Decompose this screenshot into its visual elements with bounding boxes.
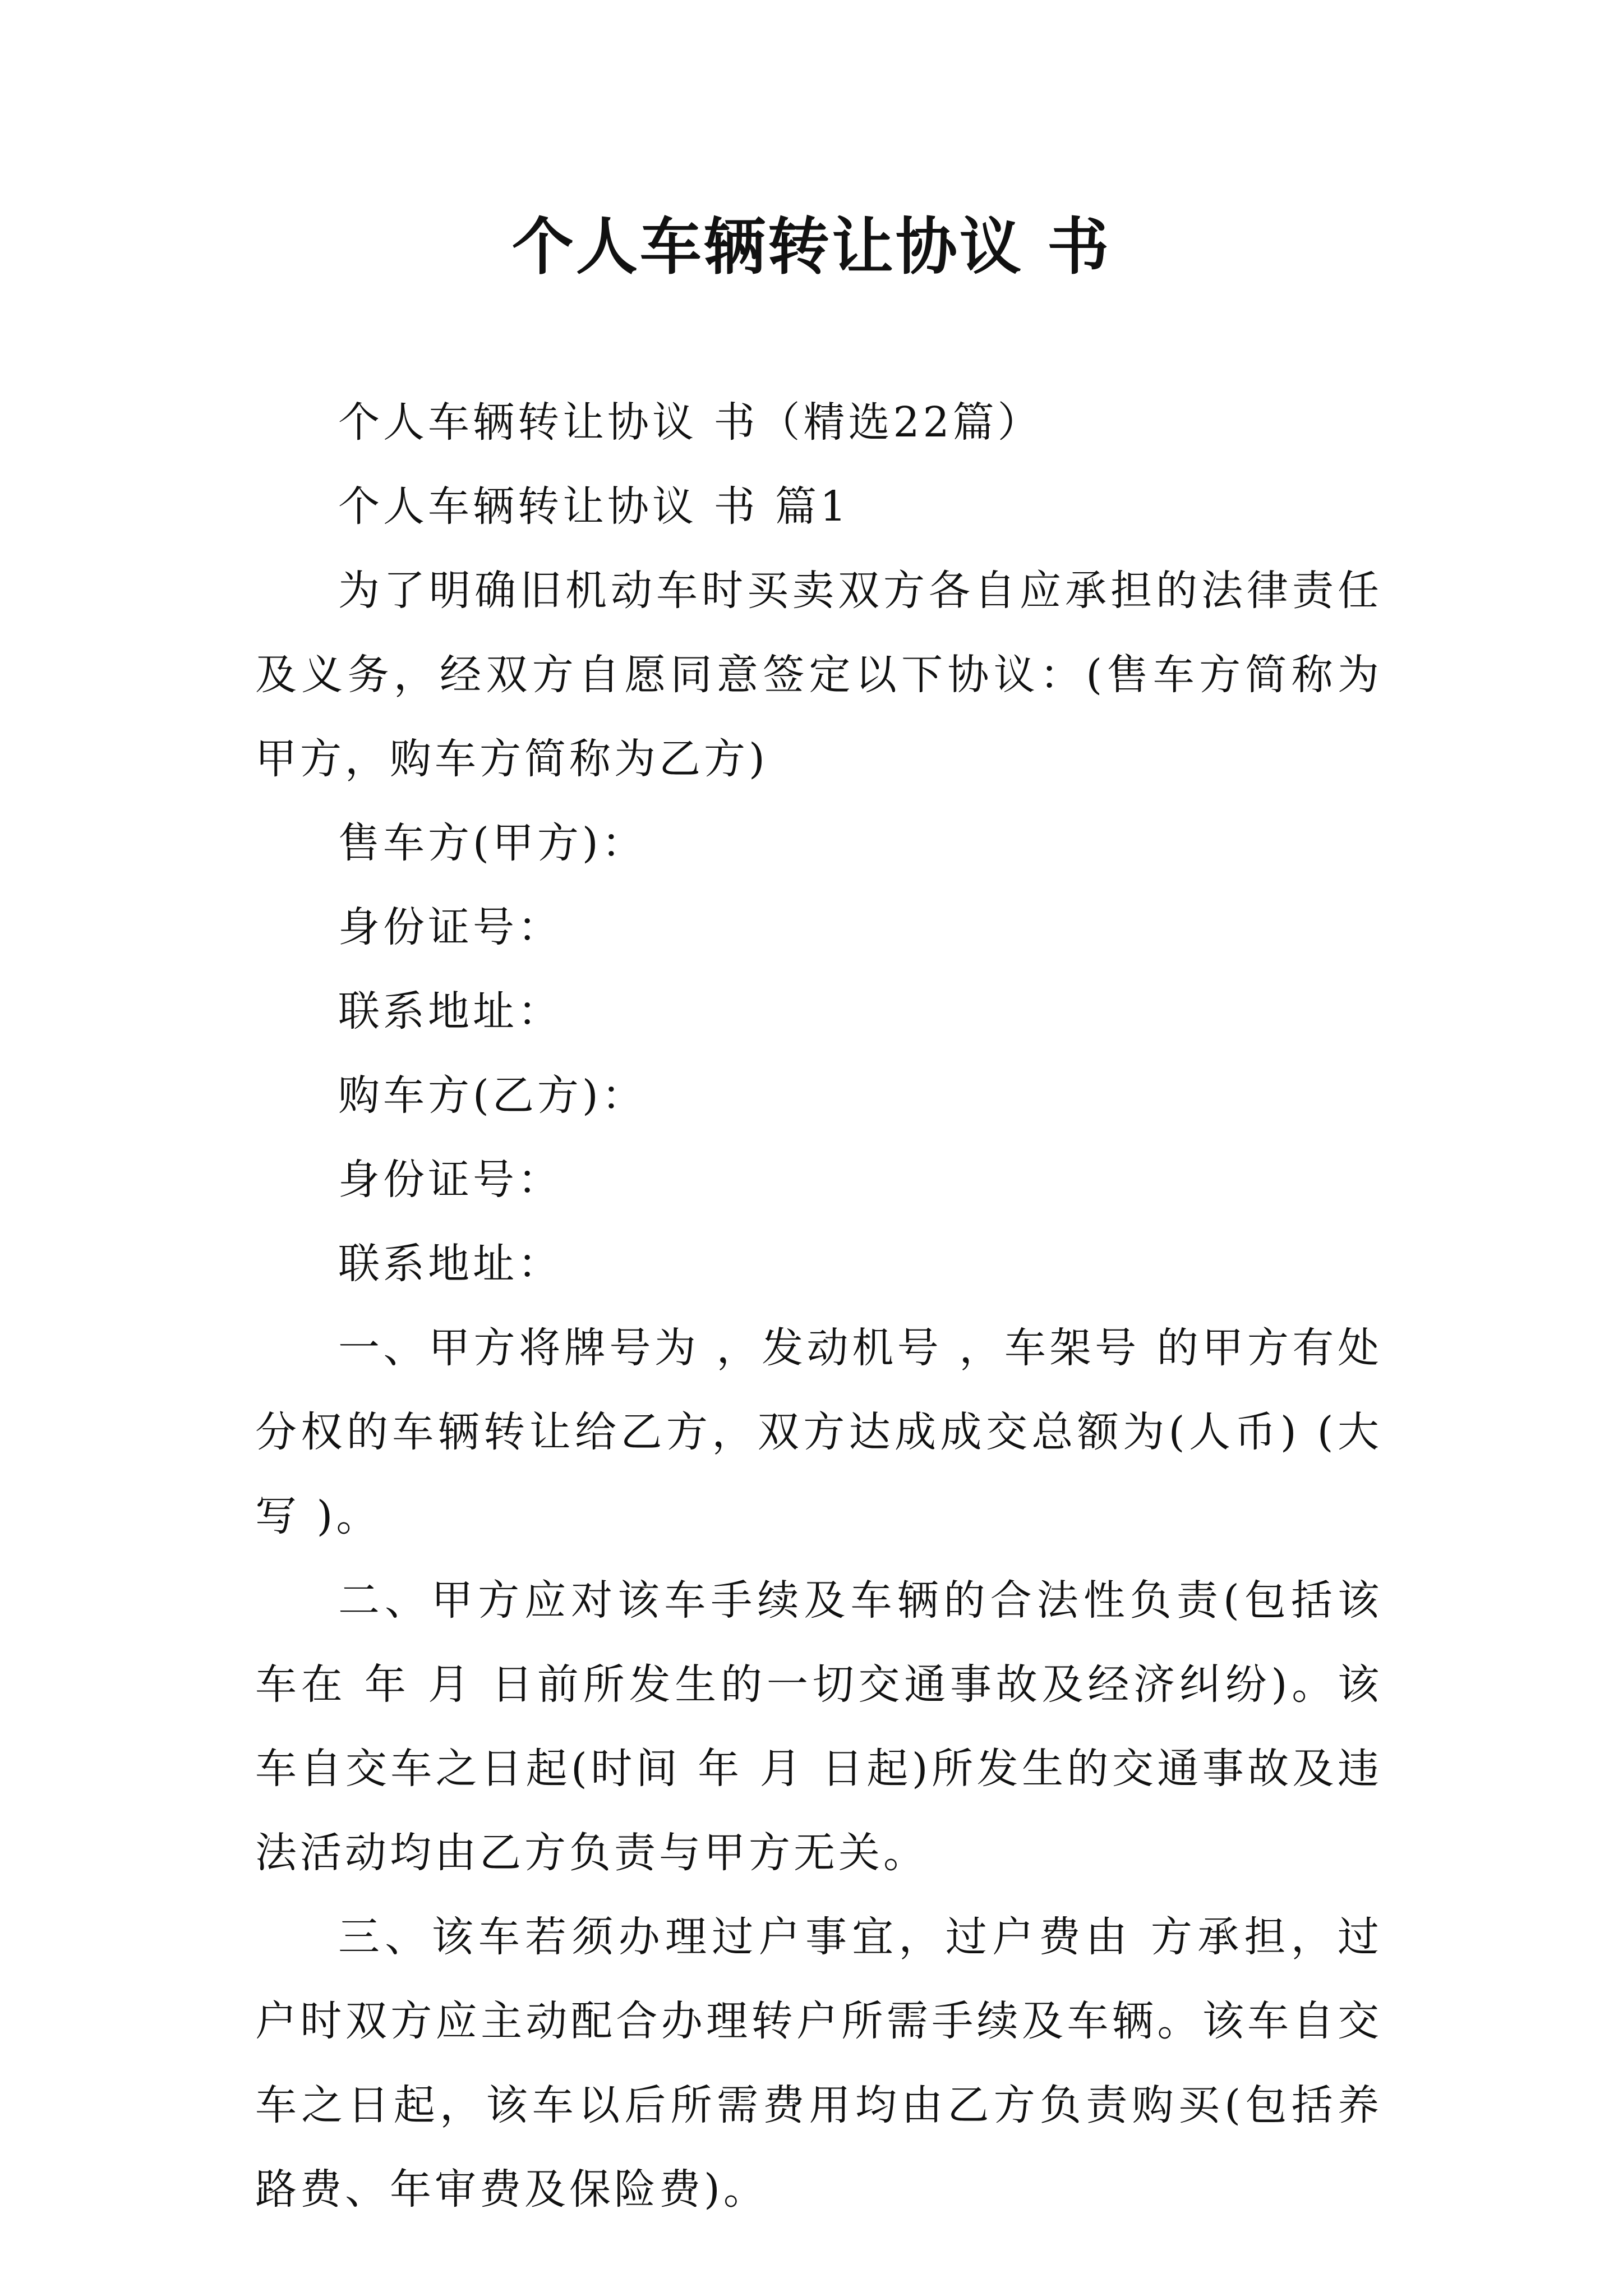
buyer-id-label: 身份证号： — [338, 1156, 562, 1204]
document-title: 个人车辆转让协议 书 — [511, 210, 1112, 283]
subtitle-line: 个人车辆转让协议 书（精选22篇） — [338, 398, 1043, 447]
section-heading: 个人车辆转让协议 书 篇1 — [338, 482, 850, 531]
seller-address-label: 联系地址： — [338, 987, 562, 1036]
buyer-label: 购车方(乙方)： — [338, 1071, 647, 1120]
clause-2: 二、甲方应对该车手续及车辆的合法性负责(包括该车在 年 月 日前所发生的一切交通事故及经济纠纷)。该车自交车之日起(时间 年 月 日起)所发生的交通事故及违法活动均由乙方负责与甲方无关。 — [255, 1576, 1382, 1877]
seller-label: 售车方(甲方)： — [338, 819, 647, 867]
clause-1: 一、甲方将牌号为 ，发动机号 ，车架号 的甲方有处分权的车辆转让给乙方，双方达成成交总额为(人币) (大写 )。 — [255, 1324, 1382, 1540]
buyer-address-label: 联系地址： — [338, 1240, 562, 1288]
seller-id-label: 身份证号： — [338, 903, 562, 951]
clause-3: 三、该车若须办理过户事宜，过户费由 方承担，过户时双方应主动配合办理转户所需手续及车辆。该车自交车之日起，该车以后所需费用均由乙方负责购买(包括养路费、年审费及保险费)。 — [255, 1913, 1382, 2214]
intro-paragraph: 为了明确旧机动车时买卖双方各自应承担的法律责任及义务，经双方自愿同意签定以下协议：(售车方简称为甲方，购车方简称为乙方) — [255, 567, 1382, 783]
document-body — [255, 380, 1382, 2231]
